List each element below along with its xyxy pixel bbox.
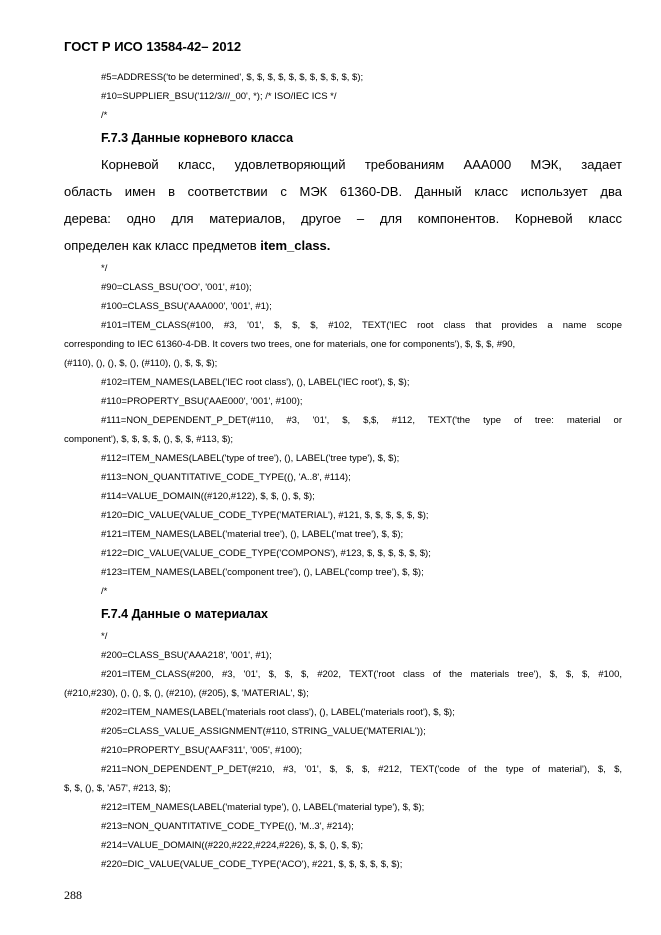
code-line: #212=ITEM_NAMES(LABEL('material type'), (), LABEL('material type'), $, $); xyxy=(101,802,425,813)
code-line: /* xyxy=(101,110,108,121)
code-line: #102=ITEM_NAMES(LABEL('IEC root class'), (), LABEL('IEC root'), $, $); xyxy=(101,377,410,388)
code-line-continuation: (#110), (), (), $, (), (#110), (), $, $, $); xyxy=(64,358,218,369)
code-line: #101=ITEM_CLASS(#100, #3, '01', $, $, $, #102, TEXT('IEC root class that provides a name scope xyxy=(101,320,622,331)
code-line-continuation: (#210,#230), (), (), $, (), (#210), (#205), $, 'MATERIAL', $); xyxy=(64,688,309,699)
item-class-term: item_class. xyxy=(260,238,331,253)
section-heading-f73: F.7.3 Данные корневого класса xyxy=(101,131,294,145)
code-line: #120=DIC_VALUE(VALUE_CODE_TYPE('MATERIAL'), #121, $, $, $, $, $, $); xyxy=(101,510,429,521)
section-heading-f74: F.7.4 Данные о материалах xyxy=(101,607,268,621)
code-line: #202=ITEM_NAMES(LABEL('materials root class'), (), LABEL('materials root'), $, $); xyxy=(101,707,455,718)
code-line: #114=VALUE_DOMAIN((#120,#122), $, $, (), $, $); xyxy=(101,491,315,502)
code-line: #113=NON_QUANTITATIVE_CODE_TYPE((), 'A..8', #114); xyxy=(101,472,351,483)
code-line: #100=CLASS_BSU('AAA000', '001', #1); xyxy=(101,301,272,312)
code-line: #214=VALUE_DOMAIN((#220,#222,#224,#226), $, $, (), $, $); xyxy=(101,840,364,851)
code-line: #10=SUPPLIER_BSU('112/3///_00', *); /* ISO/IEC ICS */ xyxy=(101,91,337,102)
paragraph-text: определен как класс предметов xyxy=(64,238,261,253)
code-line: #121=ITEM_NAMES(LABEL('material tree'), (), LABEL('mat tree'), $, $); xyxy=(101,529,404,540)
code-line: */ xyxy=(101,263,108,274)
paragraph-line xyxy=(64,232,622,259)
code-line: #205=CLASS_VALUE_ASSIGNMENT(#110, STRING_VALUE('MATERIAL')); xyxy=(101,726,426,737)
code-line-continuation: component'), $, $, $, $, (), $, $, #113, $); xyxy=(64,434,234,445)
code-line: #111=NON_DEPENDENT_P_DET(#110, #3, '01', $, $,$, #112, TEXT('the type of tree: material or xyxy=(101,415,622,426)
paragraph-line: область имен в соответствии с МЭК 61360-DB. Данный класс использует два xyxy=(64,184,622,199)
code-line: #112=ITEM_NAMES(LABEL('type of tree'), (), LABEL('tree type'), $, $); xyxy=(101,453,400,464)
document-body xyxy=(64,68,622,874)
code-line: #211=NON_DEPENDENT_P_DET(#210, #3, '01', $, $, $, #212, TEXT('code of the type of material'), $, $, xyxy=(101,764,622,775)
code-line: #200=CLASS_BSU('AAA218', '001', #1); xyxy=(101,650,272,661)
code-line: #122=DIC_VALUE(VALUE_CODE_TYPE('COMPONS'), #123, $, $, $, $, $, $); xyxy=(101,548,431,559)
code-line: */ xyxy=(101,631,108,642)
paragraph-line: дерева: одно для материалов, другое – для компонентов. Корневой класс xyxy=(64,211,622,226)
code-line: #90=CLASS_BSU('OO', '001', #10); xyxy=(101,282,252,293)
code-line: /* xyxy=(101,586,108,597)
code-line: #110=PROPERTY_BSU('AAE000', '001', #100); xyxy=(101,396,303,407)
code-line-continuation: corresponding to IEC 61360-4-DB. It covers two trees, one for materials, one for components'), $, $, $, #90, xyxy=(64,339,516,350)
page-number: 288 xyxy=(64,888,82,902)
code-line: #5=ADDRESS('to be determined', $, $, $, $, $, $, $, $, $, $, $); xyxy=(101,72,364,83)
code-line: #210=PROPERTY_BSU('AAF311', '005', #100); xyxy=(101,745,302,756)
document-header: ГОСТ Р ИСО 13584-42– 2012 xyxy=(64,39,242,54)
code-line: #213=NON_QUANTITATIVE_CODE_TYPE((), 'M..3', #214); xyxy=(101,821,354,832)
code-line-continuation: $, $, (), $, 'A57', #213, $); xyxy=(64,783,171,794)
code-line: #201=ITEM_CLASS(#200, #3, '01', $, $, $, #202, TEXT('root class of the materials tree'), $, $, $, #100, xyxy=(101,669,622,680)
code-line: #123=ITEM_NAMES(LABEL('component tree'), (), LABEL('comp tree'), $, $); xyxy=(101,567,424,578)
code-line: #220=DIC_VALUE(VALUE_CODE_TYPE('ACO'), #221, $, $, $, $, $, $); xyxy=(101,859,403,870)
paragraph-line: Корневой класс, удовлетворяющий требованиям AAA000 МЭК, задает xyxy=(101,157,622,172)
